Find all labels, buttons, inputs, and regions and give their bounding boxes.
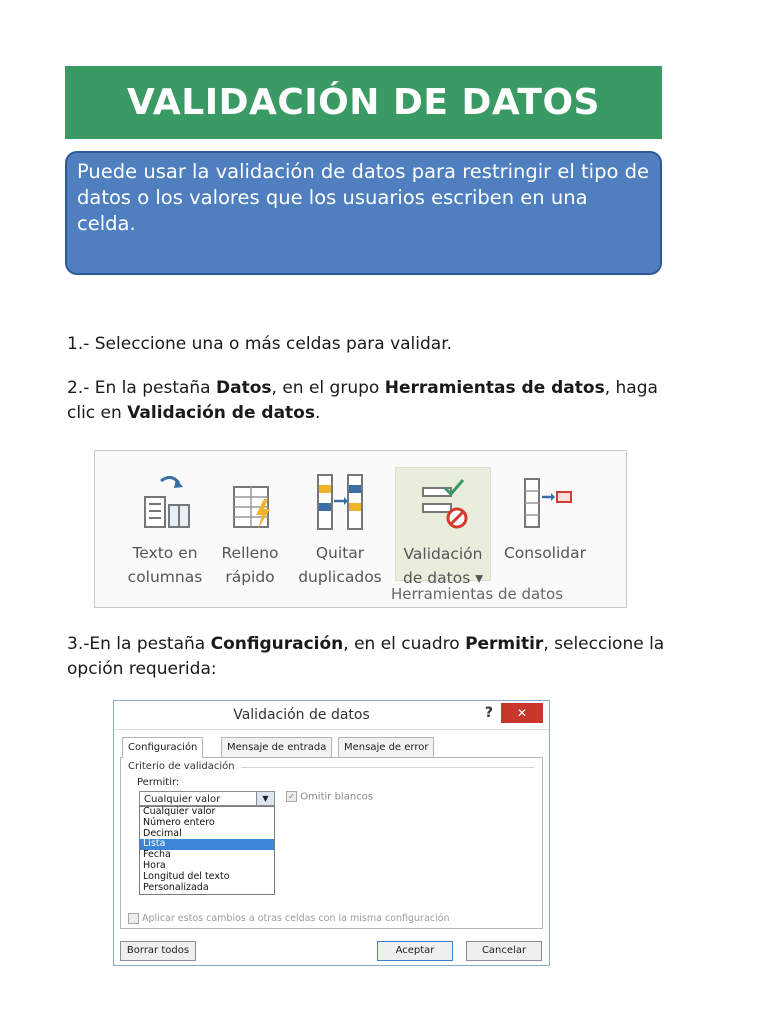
option-fecha[interactable]: Fecha [143,849,171,861]
apply-all-option[interactable]: Aplicar estos cambios a otras celdas con la misma configuración [128,913,449,924]
step-3: 3.-En la pestaña Configuración, en el cuadro Permitir, seleccione la opción requerida: [67,634,665,679]
title-banner [65,66,662,139]
text-to-columns-button[interactable]: Texto en columnas [121,471,209,589]
permitir-dropdown-list [139,806,275,895]
chevron-down-icon[interactable]: ▼ [256,792,274,805]
flash-fill-button[interactable]: Relleno rápido [213,471,287,589]
permitir-select[interactable]: Cualquier valor ▼ [139,791,275,806]
intro-text: Puede usar la validación de datos para restringir el tipo de datos o los valores que los usuarios escriben en una celda. [77,160,649,235]
ok-button[interactable]: Aceptar [377,941,453,961]
remove-duplicates-button[interactable]: Quitar duplicados [291,471,389,589]
close-button[interactable]: ✕ [501,703,543,723]
apply-all-checkbox[interactable] [128,913,139,924]
step-2: 2.- En la pestaña Datos, en el grupo Herramientas de datos, haga clic en Validación de datos. [67,378,658,423]
data-validation-icon [396,472,490,534]
flash-fill-icon [213,471,287,533]
option-numero-entero[interactable]: Número entero [143,816,215,828]
option-longitud-texto[interactable]: Longitud del texto [143,870,230,882]
text-to-columns-icon [121,471,209,533]
option-lista[interactable]: Lista [140,839,274,850]
help-icon[interactable]: ? [484,705,493,721]
option-decimal[interactable]: Decimal [143,827,182,839]
omitir-checkbox[interactable]: ✓ [286,791,297,802]
consolidate-button[interactable]: Consolidar [495,471,595,565]
dialog-titlebar [114,701,549,730]
validation-dialog [113,700,550,966]
option-cualquier-valor[interactable]: Cualquier valor [143,806,216,817]
page-title: VALIDACIÓN DE DATOS [127,82,600,123]
criteria-label: Criterio de validación [128,761,235,772]
option-hora[interactable]: Hora [143,859,166,871]
dialog-title: Validación de datos [233,707,370,723]
ribbon-group-label: Herramientas de datos [391,585,564,603]
tab-mensaje-error[interactable]: Mensaje de error [338,737,434,757]
consolidate-icon [495,471,595,533]
clear-all-button[interactable]: Borrar todos [120,941,196,961]
settings-panel [120,757,543,929]
remove-duplicates-icon [291,471,389,533]
intro-box [65,151,662,275]
ribbon-data-tools [94,450,627,608]
cancel-button[interactable]: Cancelar [466,941,542,961]
option-personalizada[interactable]: Personalizada [143,881,209,893]
fieldset-divider [241,767,534,768]
tab-configuracion[interactable]: Configuración [122,737,203,758]
dialog-tabs [120,737,543,758]
data-validation-button[interactable]: Validación de datos ▾ [395,467,491,581]
omitir-blancos[interactable]: ✓ Omitir blancos [286,791,373,803]
permitir-label: Permitir: [137,777,180,788]
tab-mensaje-entrada[interactable]: Mensaje de entrada [221,737,332,757]
step-1: 1.- Seleccione una o más celdas para validar. [67,334,453,354]
